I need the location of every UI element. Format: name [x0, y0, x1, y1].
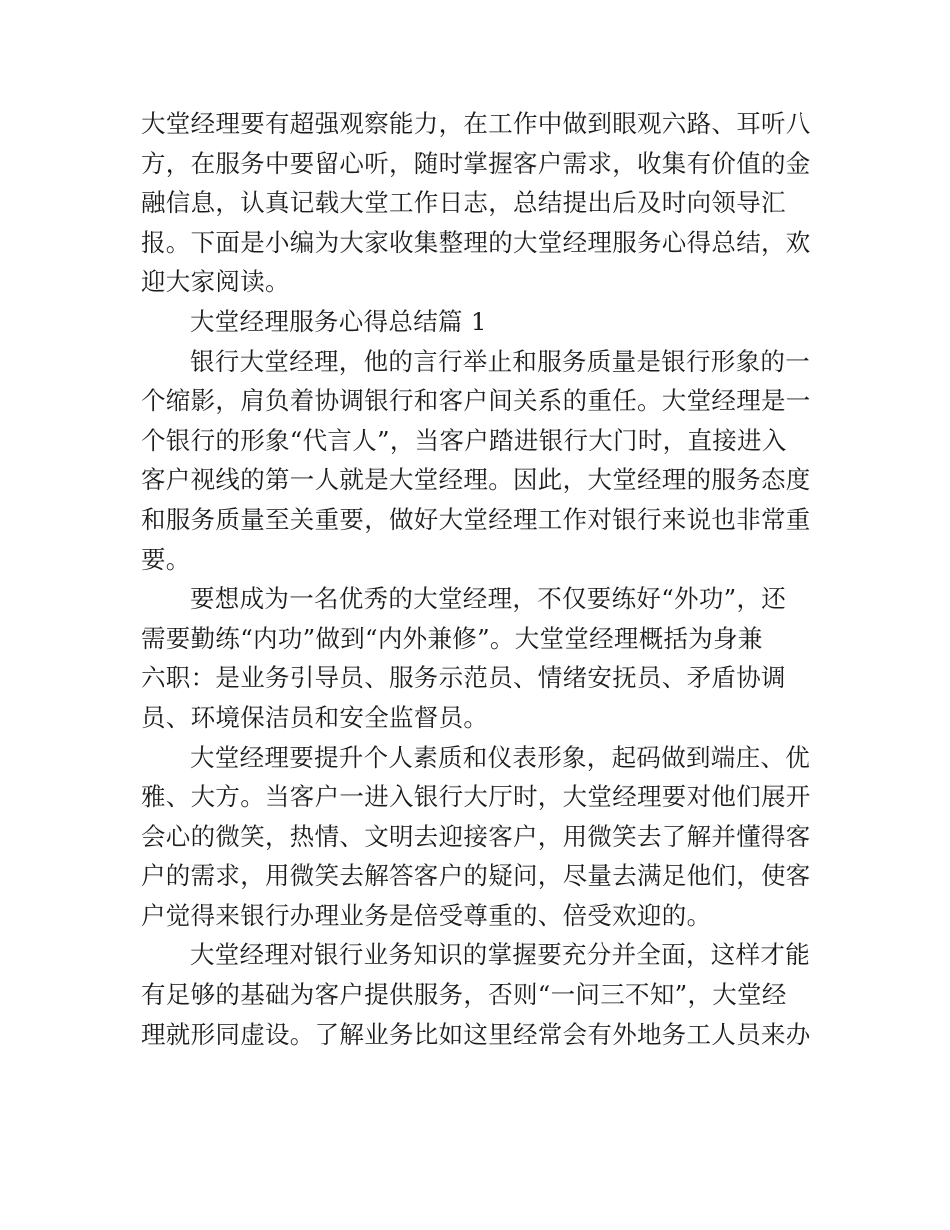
- text-line: 理就形同虚设。了解业务比如这里经常会有外地务工人员来办: [141, 1019, 811, 1049]
- text-line: 员、环境保洁员和安全监督员。: [141, 702, 489, 732]
- text-line: 和服务质量至关重要，做好大堂经理工作对银行来说也非常重: [141, 504, 811, 534]
- text-line: 户觉得来银行办理业务是倍受尊重的、倍受欢迎的。: [141, 900, 712, 930]
- section-heading: 大堂经理服务心得总结篇 1: [190, 306, 487, 336]
- text-line: 客户视线的第一人就是大堂经理。因此，大堂经理的服务态度: [141, 465, 811, 495]
- text-line: 会心的微笑，热情、文明去迎接客户，用微笑去了解并懂得客: [141, 821, 811, 851]
- text-line: 报。下面是小编为大家收集整理的大堂经理服务心得总结，欢: [141, 227, 811, 257]
- text-line: 方，在服务中要留心听，随时掌握客户需求，收集有价值的金: [141, 148, 811, 178]
- text-line: 大堂经理对银行业务知识的掌握要充分并全面，这样才能: [190, 940, 810, 970]
- text-line: 要。: [141, 544, 191, 574]
- text-line: 迎大家阅读。: [141, 267, 290, 297]
- text-line: 要想成为一名优秀的大堂经理，不仅要练好“外功”，还: [190, 584, 787, 614]
- text-line: 有足够的基础为客户提供服务，否则“一问三不知”，大堂经: [141, 980, 787, 1010]
- text-line: 银行大堂经理，他的言行举止和服务质量是银行形象的一: [190, 346, 810, 376]
- text-line: 大堂经理要有超强观察能力，在工作中做到眼观六路、耳听八: [141, 109, 811, 138]
- text-line: 融信息，认真记载大堂工作日志，总结提出后及时向领导汇: [141, 188, 786, 218]
- text-line: 户的需求，用微笑去解答客户的疑问，尽量去满足他们，使客: [141, 861, 811, 891]
- text-line: 雅、大方。当客户一进入银行大厅时，大堂经理要对他们展开: [141, 782, 811, 812]
- text-line: 个缩影，肩负着协调银行和客户间关系的重任。大堂经理是一: [141, 386, 811, 416]
- text-line: 个银行的形象“代言人”，当客户踏进银行大门时，直接进入: [141, 425, 787, 455]
- text-line: 大堂经理要提升个人素质和仪表形象，起码做到端庄、优: [190, 742, 810, 772]
- text-line: 需要勤练“内功”做到“内外兼修”。大堂堂经理概括为身兼: [141, 623, 763, 653]
- document-body: [141, 104, 813, 1054]
- text-line: 六职：是业务引导员、服务示范员、情绪安抚员、矛盾协调: [141, 663, 786, 693]
